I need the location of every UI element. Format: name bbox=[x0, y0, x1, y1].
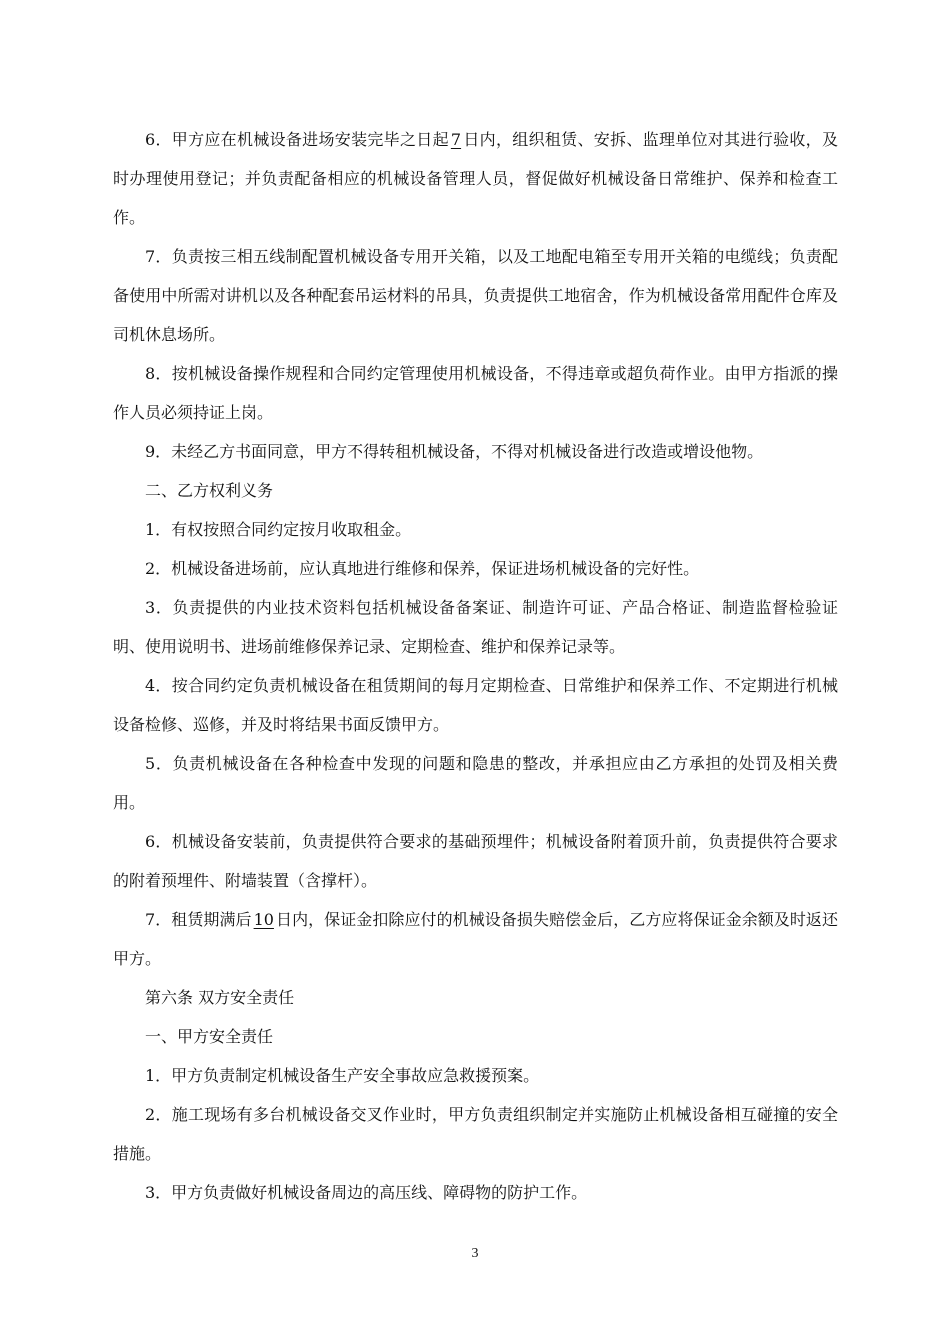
filled-blank-days: 10 bbox=[253, 910, 274, 929]
clause-7-party-a: 7．负责按三相五线制配置机械设备专用开关箱，以及工地配电箱至专用开关箱的电缆线；负责配备使用中所需对讲机以及各种配套吊运材料的吊具，负责提供工地宿舍，作为机械设备常用配件仓库及司机休息场所。 bbox=[113, 247, 838, 344]
clause-1-party-b: 1．有权按照合同约定按月收取租金。 bbox=[145, 520, 412, 539]
clause-text: 日内，组织租赁、安拆、监理单位对其进行验收，及时办理使用登记；并负责配备相应的机械设备管理人员，督促做好机械设备日常维护、保养和检查工作。 bbox=[113, 130, 838, 227]
clause-6-party-a bbox=[113, 120, 838, 237]
safety-clause-3: 3．甲方负责做好机械设备周边的高压线、障碍物的防护工作。 bbox=[145, 1183, 588, 1202]
clause-4-party-b: 4．按合同约定负责机械设备在租赁期间的每月定期检查、日常维护和保养工作、不定期进行机械设备检修、巡修，并及时将结果书面反馈甲方。 bbox=[113, 676, 838, 734]
clause-2-party-b: 2．机械设备进场前，应认真地进行维修和保养，保证进场机械设备的完好性。 bbox=[145, 559, 700, 578]
clause-3-party-b: 3．负责提供的内业技术资料包括机械设备备案证、制造许可证、产品合格证、制造监督检验证明、使用说明书、进场前维修保养记录、定期检查、维护和保养记录等。 bbox=[113, 598, 838, 656]
clause-6-party-b: 6．机械设备安装前，负责提供符合要求的基础预埋件；机械设备附着顶升前，负责提供符合要求的附着预埋件、附墙装置（含撑杆）。 bbox=[113, 832, 838, 890]
safety-clause-1: 1．甲方负责制定机械设备生产安全事故应急救援预案。 bbox=[145, 1066, 540, 1085]
filled-blank-days: 7 bbox=[450, 130, 462, 149]
clause-text: 7．租赁期满后 bbox=[145, 910, 252, 929]
section-heading-party-a-safety: 一、甲方安全责任 bbox=[145, 1027, 274, 1046]
section-heading-party-b-rights: 二、乙方权利义务 bbox=[145, 481, 274, 500]
clause-9-party-a: 9．未经乙方书面同意，甲方不得转租机械设备，不得对机械设备进行改造或增设他物。 bbox=[145, 442, 764, 461]
clause-8-party-a: 8．按机械设备操作规程和合同约定管理使用机械设备，不得违章或超负荷作业。由甲方指派的操作人员必须持证上岗。 bbox=[113, 364, 838, 422]
safety-clause-2: 2．施工现场有多台机械设备交叉作业时，甲方负责组织制定并实施防止机械设备相互碰撞的安全措施。 bbox=[113, 1105, 838, 1163]
clause-5-party-b: 5．负责机械设备在各种检查中发现的问题和隐患的整改，并承担应由乙方承担的处罚及相关费用。 bbox=[113, 754, 838, 812]
clause-text: 6．甲方应在机械设备进场安装完毕之日起 bbox=[145, 130, 449, 149]
page-number: 3 bbox=[471, 1246, 479, 1261]
document-body bbox=[113, 120, 838, 1212]
article-6-heading: 第六条 双方安全责任 bbox=[145, 988, 295, 1007]
clause-7-party-b bbox=[113, 900, 838, 978]
clause-text: 日内，保证金扣除应付的机械设备损失赔偿金后，乙方应将保证金余额及时返还甲方。 bbox=[113, 910, 838, 968]
